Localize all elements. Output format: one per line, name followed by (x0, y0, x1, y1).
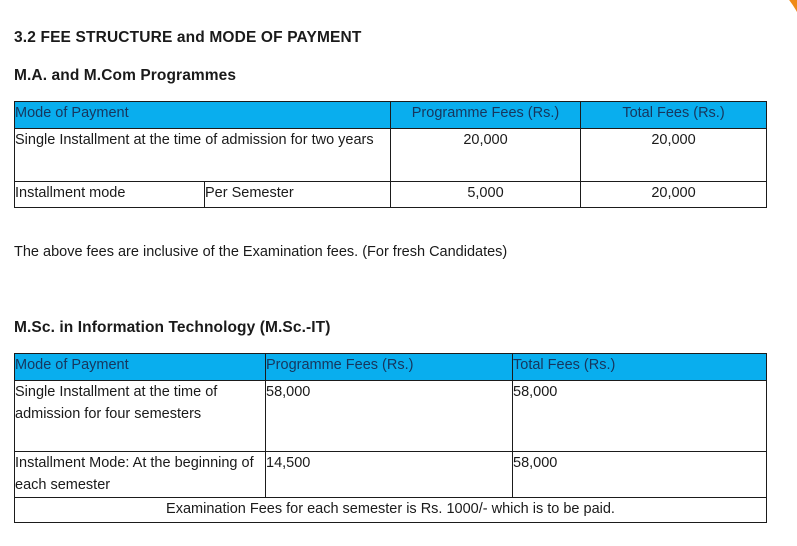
page-title: 3.2 FEE STRUCTURE and MODE OF PAYMENT (14, 29, 362, 46)
cell-total-fees: 58,000 (513, 381, 767, 452)
cell-mode-of-payment: Installment mode (15, 182, 205, 208)
fee-table-msc-it (14, 353, 767, 523)
cell-mode-of-payment-detail: Per Semester (205, 182, 391, 208)
cell-programme-fees: 58,000 (266, 381, 513, 452)
subheading-msc-it: M.Sc. in Information Technology (M.Sc.-IT) (14, 319, 331, 336)
column-header-programme-fees: Programme Fees (Rs.) (391, 102, 581, 129)
table-row (15, 381, 767, 452)
cell-programme-fees: 14,500 (266, 452, 513, 498)
table-header-row (15, 102, 767, 129)
cell-examination-fees-note: Examination Fees for each semester is Rs. 1000/- which is to be paid. (15, 497, 767, 522)
cell-total-fees: 20,000 (581, 129, 767, 182)
cell-total-fees: 58,000 (513, 452, 767, 498)
column-header-total-fees: Total Fees (Rs.) (581, 102, 767, 129)
cell-programme-fees: 5,000 (391, 182, 581, 208)
column-header-total-fees: Total Fees (Rs.) (513, 354, 767, 381)
cell-total-fees: 20,000 (581, 182, 767, 208)
cell-mode-of-payment: Single Installment at the time of admission for two years (15, 129, 391, 182)
inclusive-fees-note: The above fees are inclusive of the Examination fees. (For fresh Candidates) (14, 244, 508, 260)
table-footer-row (15, 497, 767, 522)
fee-table-ma-mcom (14, 101, 767, 208)
table-header-row (15, 354, 767, 381)
subheading-ma-mcom: M.A. and M.Com Programmes (14, 67, 237, 84)
cell-mode-of-payment: Single Installment at the time of admission for four semesters (15, 381, 266, 452)
column-header-mode-of-payment: Mode of Payment (15, 102, 391, 129)
orange-corner-decoration-icon (729, 0, 797, 44)
cell-programme-fees: 20,000 (391, 129, 581, 182)
column-header-programme-fees: Programme Fees (Rs.) (266, 354, 513, 381)
cell-mode-of-payment: Installment Mode: At the beginning of each semester (15, 452, 266, 498)
table-row (15, 452, 767, 498)
table-row (15, 129, 767, 182)
table-row (15, 182, 767, 208)
column-header-mode-of-payment: Mode of Payment (15, 354, 266, 381)
